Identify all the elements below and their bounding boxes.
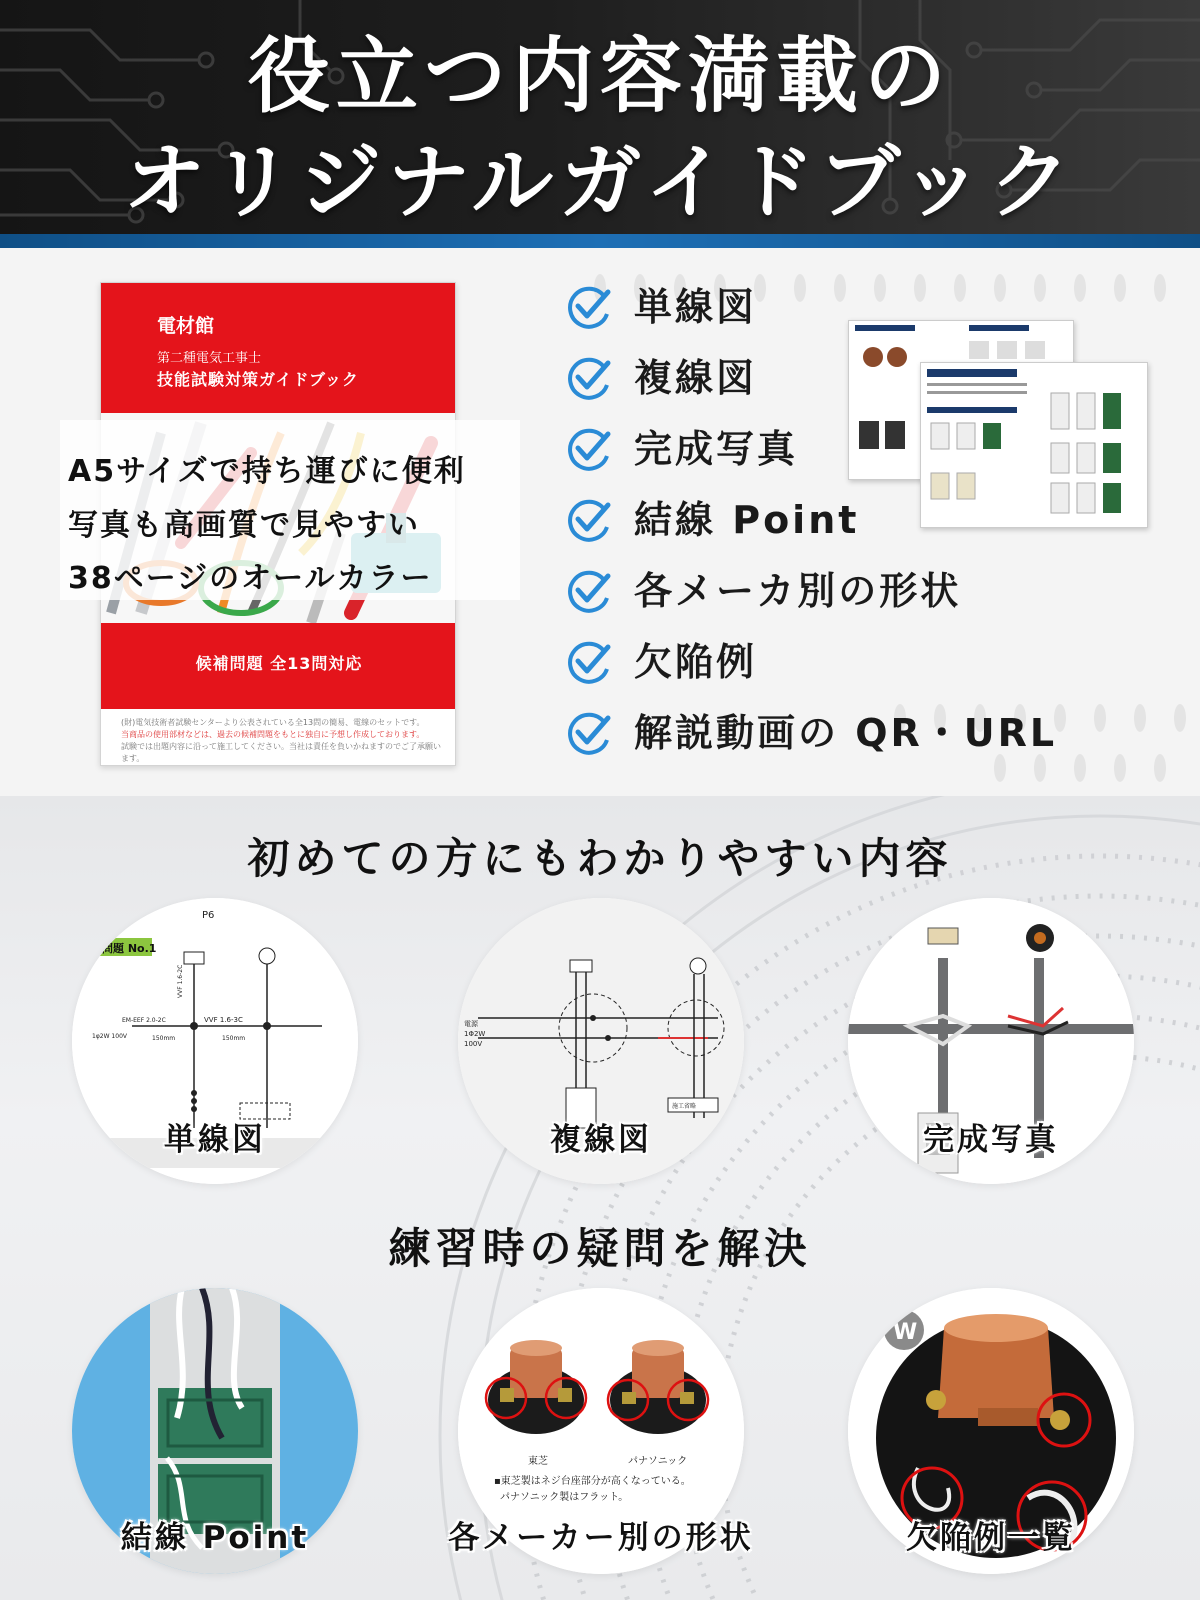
- overlay-line-2: 写真も高画質で見やすい: [68, 508, 420, 543]
- source-label: 電源: [464, 1020, 478, 1028]
- footnote-line-3: 試験では出題内容に沿って施工してください。当社は責任を負いかねますのでご了承願います。: [121, 742, 441, 763]
- check-circle-icon: [566, 639, 612, 685]
- overlay-line-3: 38ページのオールカラー: [68, 561, 433, 596]
- check-circle-icon: [566, 284, 612, 330]
- comparison-note-2: パナソニック製はフラット。: [500, 1492, 629, 1503]
- cover-footnote: [121, 717, 441, 765]
- header-stripe: [0, 234, 1200, 248]
- omitted-label: 施工省略: [672, 1103, 697, 1110]
- sample-page-2: [920, 362, 1148, 528]
- check-circle-icon: [566, 568, 612, 614]
- feature-label: 結線 Point: [634, 498, 860, 542]
- check-circle-icon: [566, 355, 612, 401]
- overlay-line-1: A5サイズで持ち運びに便利: [68, 454, 466, 489]
- circle-label: 各メーカー別の形状: [448, 1520, 754, 1556]
- check-circle-icon: [566, 710, 612, 756]
- cable-spec: VVF 1.6-3C: [204, 1016, 243, 1024]
- cable-spec-vertical: VVF 1.6-2C: [177, 964, 184, 998]
- section-title-2: 練習時の疑問を解決: [388, 1224, 812, 1273]
- cover-subtitle: 第二種電気工事士: [157, 351, 262, 366]
- voltage-spec: 1φ2W 100V: [92, 1033, 127, 1040]
- length-label: 150mm: [222, 1035, 246, 1042]
- cover-title: 技能試験対策ガイドブック: [157, 370, 359, 389]
- content-section: [0, 796, 1200, 1600]
- circle-label: 欠陥例一覧: [906, 1520, 1076, 1556]
- source-voltage: 100V: [464, 1040, 483, 1048]
- circle-label: 完成写真: [923, 1122, 1059, 1158]
- section-title-1: 初めての方にもわかりやすい内容: [247, 834, 953, 883]
- headline-line-2: オリジナルガイドブック: [123, 135, 1077, 230]
- cover-brand: 電材館: [157, 315, 215, 337]
- source-phase: 1Φ2W: [464, 1030, 486, 1038]
- feature-label: 解説動画の QR・URL: [634, 711, 1058, 755]
- check-circle-icon: [566, 426, 612, 472]
- cover-band-text: 候補問題 全13問対応: [195, 654, 363, 673]
- length-label: 150mm: [152, 1035, 176, 1042]
- circle-label: 結線 Point: [120, 1520, 310, 1556]
- book-section: [0, 248, 1200, 796]
- page-number: P6: [202, 910, 215, 921]
- feature-label: 各メーカ別の形状: [634, 569, 962, 613]
- feature-label: 単線図: [634, 285, 758, 329]
- check-circle-icon: [566, 497, 612, 543]
- feature-label: 完成写真: [634, 427, 799, 471]
- footnote-line-2: 当商品の使用部材などは、過去の候補問題をもとに独自に予想し作成しております。: [121, 730, 425, 739]
- source-spec: EM-EEF 2.0-2C: [122, 1017, 166, 1024]
- circle-label: 単線図: [164, 1122, 266, 1158]
- hero-banner: [0, 0, 1200, 248]
- w-mark-icon: W: [893, 1320, 918, 1345]
- cover-header: [101, 283, 456, 413]
- brand-label-panasonic: パナソニック: [628, 1456, 688, 1467]
- footnote-line-1: (財)電気技術者試験センターより公表されている全13問の簡易、電線のセットです。: [121, 718, 425, 727]
- brand-label-toshiba: 東芝: [528, 1456, 548, 1467]
- feature-label: 複線図: [634, 356, 758, 400]
- comparison-note-1: ▪東芝製はネジ台座部分が高くなっている。: [494, 1476, 691, 1487]
- circle-label: 複線図: [550, 1122, 652, 1158]
- cover-band: [101, 623, 456, 709]
- feature-label: 欠陥例: [634, 640, 758, 684]
- headline-line-1: 役立つ内容満載の: [247, 29, 952, 124]
- problem-badge: 問題 No.1: [102, 942, 157, 955]
